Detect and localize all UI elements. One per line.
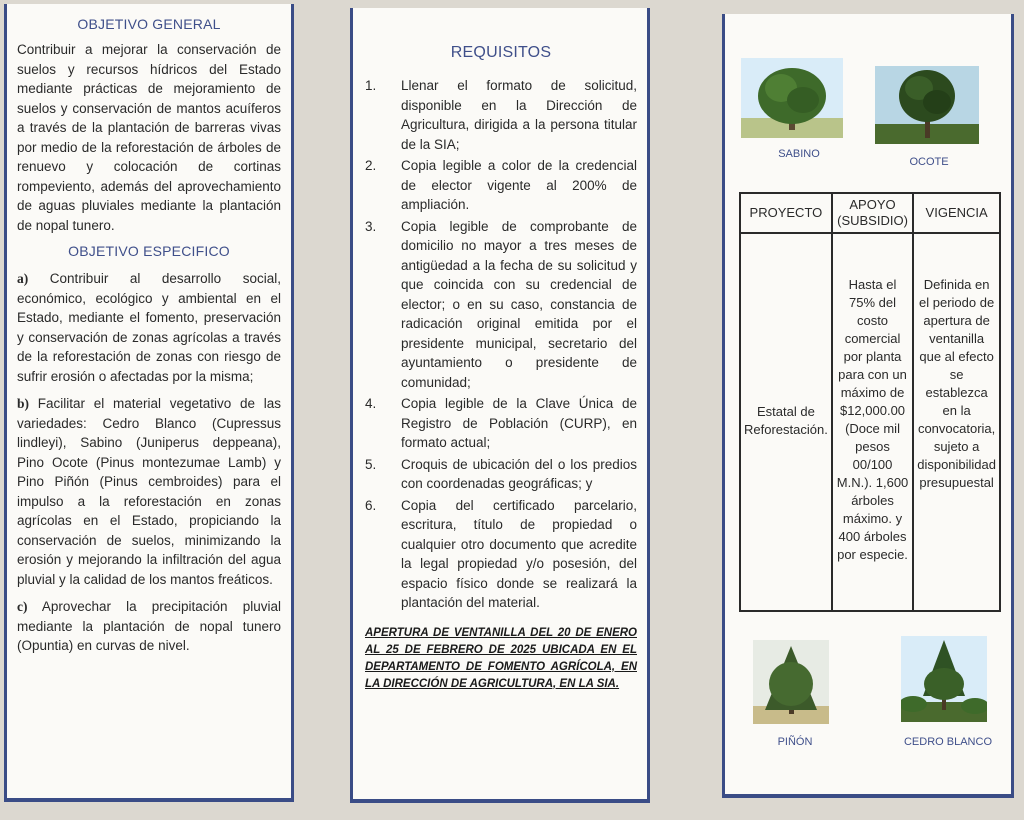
item-letter: c)	[17, 599, 28, 614]
item-text: Aprovechar la precipitación pluvial mediante la plantación de nopal tunero (Opuntia) en curvas de nivel.	[17, 599, 281, 653]
list-item	[365, 455, 637, 494]
requirements-heading: REQUISITOS	[450, 44, 552, 61]
list-item	[365, 496, 637, 613]
item-number: 5.	[365, 456, 377, 472]
item-text: Copia del certificado parcelario, escritura, título de propiedad o cualquier otro documento que acredite la legal propiedad y/o posesión, del espacio físico donde se realizará la plantación del material.	[401, 497, 637, 610]
list-item	[365, 394, 637, 453]
table-header-row	[740, 193, 1000, 233]
table-row	[740, 233, 1000, 611]
cell-project: Estatal de Reforestación.	[740, 233, 832, 611]
panel-species-support	[722, 14, 1014, 798]
general-objective-text: Contribuir a mejorar la conservación de suelos y recursos hídricos del Estado mediante prácticas de mejoramiento de suelos y conservación de mantos acuíferos a través de la plantación de barreras vivas por medio de la reforestación de árboles de renuevo y colocación de cortinas rompeviento, además del aprovechamiento de aguas pluviales mediante la plantación de nopal tunero.	[17, 42, 281, 233]
requirements-list	[365, 76, 637, 613]
column-header-validity: VIGENCIA	[913, 193, 1000, 233]
ocote-caption: OCOTE	[909, 156, 949, 168]
list-item	[365, 76, 637, 154]
column-header-project: PROYECTO	[740, 193, 832, 233]
panel-requirements	[350, 8, 650, 803]
item-text: Llenar el formato de solicitud, disponible en la Dirección de Agricultura, dirigida a la persona titular de la SIA;	[401, 78, 637, 152]
item-text: Croquis de ubicación del o los predios con coordenadas geográficas; y	[401, 456, 637, 491]
item-text: Contribuir al desarrollo social, económico, ecológico y ambiental en el Estado, mediante el fomento, preservación y conservación de zonas agrícolas a través de la reforestación de zonas con riesgo de sufrir erosión o afectadas por la misma;	[17, 271, 281, 384]
item-text: Copia legible a color de la credencial de elector vigente al 200% de ampliación.	[401, 158, 637, 212]
item-text: Facilitar el material vegetativo de las variedades: Cedro Blanco (Cupressus lindleyi), Sabino (Juniperus deppeana), Pino Ocote (Pinus montezumae Lamb) y Pino Piñón (Pinus cembroides) para el impulso a la reforestación en zonas agrícolas en el Estado, propiciando la conservación de suelos, minimizando la erosión y mejorando la infiltración del agua pluvial y la calidad de los mantos freáticos.	[17, 396, 281, 587]
cedro-blanco-tree-image	[901, 636, 987, 722]
item-letter: a)	[17, 271, 29, 286]
list-item	[365, 217, 637, 393]
column-header-support: APOYO (SUBSIDIO)	[832, 193, 913, 233]
specific-objective-a	[17, 269, 281, 386]
specific-objective-c	[17, 597, 281, 656]
item-number: 3.	[365, 218, 377, 234]
pinon-caption: PIÑÓN	[777, 736, 813, 748]
pinon-tree-image	[753, 640, 829, 724]
item-number: 1.	[365, 78, 377, 93]
sabino-tree-image	[741, 58, 843, 138]
item-number: 6.	[365, 497, 377, 513]
cell-support: Hasta el 75% del costo comercial por planta para con un máximo de $12,000.00 (Doce mil pesos 00/100 M.N.). 1,600 árboles máximo. y 400 árboles por especie.	[832, 233, 913, 611]
cedro-blanco-caption: CEDRO BLANCO	[903, 736, 993, 748]
item-number: 4.	[365, 396, 377, 411]
item-text: Copia legible de la Clave Única de Registro de Población (CURP), en formato actual;	[401, 396, 637, 450]
support-table	[739, 192, 1001, 612]
window-opening-notice: APERTURA DE VENTANILLA DEL 20 DE ENERO AL 25 DE FEBRERO DE 2025 UBICADA EN EL DEPARTAMENTO DE FOMENTO AGRÍCOLA, EN LA DIRECCIÓN DE AGRICULTURA, EN LA SIA.	[365, 626, 637, 690]
specific-objective-heading: OBJETIVO ESPECIFICO	[68, 243, 230, 259]
item-letter: b)	[17, 396, 30, 411]
panel-objectives	[4, 4, 294, 802]
ocote-tree-image	[875, 66, 979, 144]
item-text: Copia legible de comprobante de domicilio no mayor a tres meses de antigüedad a la fecha de su solicitud y que coincida con su credencial de elector; o en su caso, constancia de radicación original emitida por el presidente municipal, secretario del ayuntamiento o presidente de comunidad;	[401, 218, 637, 390]
specific-objective-b	[17, 394, 281, 589]
sabino-caption: SABINO	[778, 148, 820, 160]
list-item	[365, 156, 637, 215]
cell-validity: Definida en el periodo de apertura de ventanilla que al efecto se establezca en la convocatoria, sujeto a disponibilidad presupuestal	[913, 233, 1000, 611]
item-number: 2.	[365, 158, 377, 173]
general-objective-heading: OBJETIVO GENERAL	[77, 16, 221, 32]
